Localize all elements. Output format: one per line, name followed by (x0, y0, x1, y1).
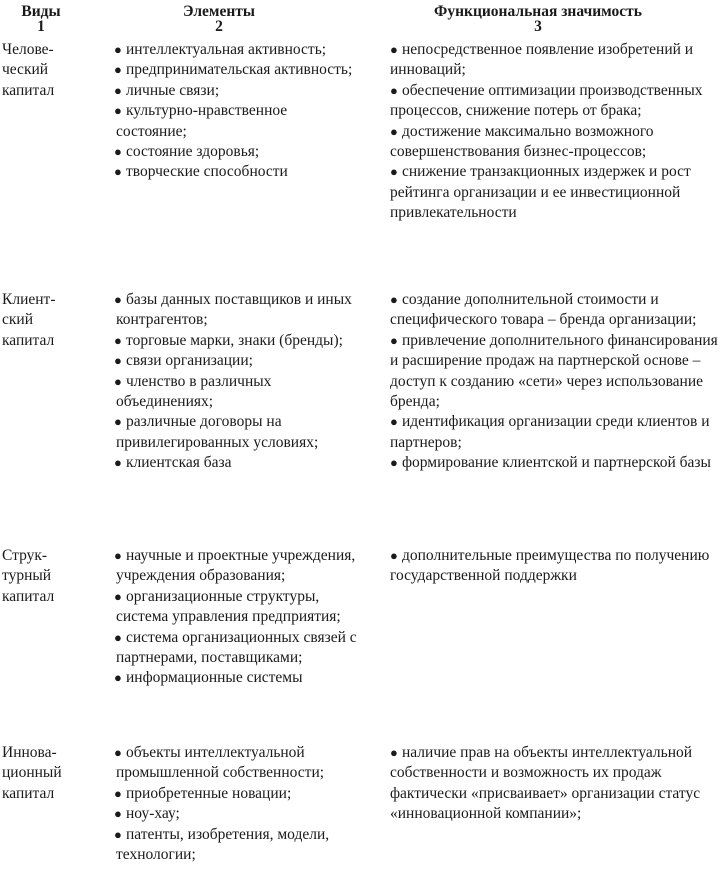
bullet-icon: ● (390, 455, 398, 471)
function-text: непосредственное появление изобретений и инноваций; (390, 41, 694, 79)
structural-capital-row (2, 546, 718, 743)
element-text: состояние здоровья; (126, 143, 260, 161)
element-item (116, 587, 358, 628)
function-item (390, 743, 718, 825)
header-types (2, 4, 80, 40)
capital-type-label-line: ционный (2, 764, 62, 782)
element-item (116, 290, 358, 331)
capital-type-cell (2, 743, 80, 883)
element-text: приобретенные новации; (126, 784, 292, 802)
element-text: личные связи; (126, 81, 220, 99)
elements-list (116, 290, 358, 474)
function-item (390, 81, 718, 122)
function-text: создание дополнительной стоимости и специфического товара – бренда организации; (390, 291, 697, 329)
bullet-icon: ● (114, 373, 122, 389)
element-text: интеллектуальная активность; (126, 41, 327, 58)
element-item (116, 331, 358, 351)
functions-list (390, 290, 718, 474)
capital-type-cell (2, 40, 80, 290)
function-item (390, 290, 718, 331)
element-item (116, 668, 358, 688)
element-text: научные и проектные учреждения, учреждения образования; (116, 547, 356, 585)
header-elements-title: Элементы (183, 3, 255, 20)
bullet-icon: ● (114, 144, 122, 160)
element-item (116, 372, 358, 413)
functions-list (390, 40, 718, 224)
function-item (390, 412, 718, 453)
element-text: культурно-нравственное состояние; (116, 102, 288, 140)
bullet-icon: ● (114, 332, 122, 348)
bullet-icon: ● (114, 745, 122, 760)
header-types-number: 1 (37, 18, 45, 35)
element-text: система организационных связей с партнерами, поставщиками; (116, 628, 357, 667)
element-item (116, 743, 358, 784)
bullet-icon: ● (114, 629, 122, 645)
innovation-capital-row (2, 743, 718, 883)
elements-list (116, 546, 358, 689)
function-text: идентификация организации среди клиентов и партнеров; (390, 413, 710, 451)
bullet-icon: ● (114, 353, 122, 369)
function-text: привлечение дополнительного финансирования и расширение продаж на партнерской основе – доступ к созданию «сети» через использование бренда; (390, 331, 718, 411)
bullet-icon: ● (114, 670, 122, 686)
element-text: базы данных поставщиков и иных контрагентов; (116, 291, 352, 329)
capital-type-label-line: капитал (2, 587, 55, 605)
functions-list (390, 546, 718, 587)
functions-cell (358, 546, 718, 743)
capital-type-cell (2, 290, 80, 546)
function-item (390, 162, 718, 223)
bullet-icon: ● (390, 414, 398, 430)
bullet-icon: ● (390, 548, 398, 563)
capital-type-label-line: Клиент- (2, 291, 56, 308)
functions-cell (358, 743, 718, 883)
elements-list (116, 743, 358, 865)
bullet-icon: ● (114, 82, 122, 98)
elements-cell (80, 40, 358, 290)
bullet-icon: ● (390, 332, 398, 348)
element-item (116, 546, 358, 587)
bullet-icon: ● (390, 42, 398, 57)
table-header-row (2, 4, 718, 40)
function-text: снижение транзакционных издержек и рост рейтинга организации и ее инвестиционной привлекательности (390, 163, 691, 222)
bullet-icon: ● (114, 548, 122, 563)
header-functions (358, 4, 718, 40)
capital-types-table (2, 4, 718, 883)
element-item (116, 60, 358, 80)
function-item (390, 453, 718, 473)
function-item (390, 40, 718, 81)
functions-cell (358, 290, 718, 546)
element-item (116, 784, 358, 804)
element-text: связи организации; (126, 352, 253, 370)
capital-type-label-line: капитал (2, 81, 55, 99)
bullet-icon: ● (390, 82, 398, 98)
capital-type-label-line: Иннова- (2, 744, 57, 761)
bullet-icon: ● (114, 785, 122, 801)
bullet-icon: ● (114, 414, 122, 430)
capital-type-label-line: ский (2, 311, 33, 329)
elements-cell (80, 743, 358, 883)
function-text: дополнительные преимущества по получению государственной поддержки (390, 547, 710, 585)
capital-type-label-line: ческий (2, 61, 49, 79)
element-text: информационные системы (126, 669, 303, 687)
function-text: формирование клиентской и партнерской базы (402, 454, 711, 472)
element-item (116, 453, 358, 473)
element-text: организационные структуры, система управления предприятия; (116, 587, 341, 626)
header-elements (80, 4, 358, 40)
functions-cell (358, 40, 718, 290)
element-item (116, 628, 358, 669)
capital-type-cell (2, 546, 80, 743)
element-item (116, 412, 358, 453)
client-capital-row (2, 290, 718, 546)
function-item (390, 122, 718, 163)
element-text: предпринимательская активность; (126, 61, 353, 79)
element-item (116, 101, 358, 142)
bullet-icon: ● (114, 164, 122, 180)
bullet-icon: ● (114, 42, 122, 57)
function-text: обеспечение оптимизации производственных процессов, снижение потерь от брака; (390, 81, 703, 120)
table-body (2, 40, 718, 883)
element-item (116, 351, 358, 371)
element-item (116, 81, 358, 101)
element-item (116, 142, 358, 162)
elements-list (116, 40, 358, 183)
element-text: ноу-хау; (126, 805, 180, 823)
elements-cell (80, 546, 358, 743)
element-text: членство в различных объединениях; (116, 372, 272, 411)
bullet-icon: ● (114, 806, 122, 822)
header-elements-number: 2 (215, 18, 223, 35)
bullet-icon: ● (390, 292, 398, 307)
bullet-icon: ● (114, 62, 122, 78)
functions-list (390, 743, 718, 825)
capital-type-label-line: Челове- (2, 41, 54, 58)
function-text: достижение максимально возможного совершенствования бизнес-процессов; (390, 122, 654, 161)
element-text: творческие способности (126, 163, 288, 181)
bullet-icon: ● (390, 745, 398, 760)
element-item (116, 40, 358, 60)
function-item (390, 331, 718, 413)
element-text: клиентская база (126, 454, 232, 472)
element-item (116, 162, 358, 182)
element-text: торговые марки, знаки (бренды); (126, 331, 343, 349)
element-item (116, 804, 358, 824)
element-item (116, 825, 358, 866)
capital-type-label-line: Струк- (2, 547, 48, 564)
bullet-icon: ● (390, 164, 398, 180)
bullet-icon: ● (390, 123, 398, 139)
human-capital-row (2, 40, 718, 290)
element-text: объекты интеллектуальной промышленной собственности; (116, 744, 325, 782)
bullet-icon: ● (114, 455, 122, 471)
element-text: различные договоры на привилегированных условиях; (116, 413, 319, 451)
capital-type-label-line: капитал (2, 784, 55, 802)
bullet-icon: ● (114, 103, 122, 119)
capital-type-label-line: капитал (2, 331, 55, 349)
function-item (390, 546, 718, 587)
bullet-icon: ● (114, 826, 122, 842)
capital-type-label-line: турный (2, 567, 52, 585)
elements-cell (80, 290, 358, 546)
bullet-icon: ● (114, 292, 122, 307)
header-types-title: Виды (21, 3, 61, 20)
header-functions-number: 3 (534, 18, 542, 35)
element-text: патенты, изобретения, модели, технологии; (116, 825, 330, 864)
function-text: наличие прав на объекты интеллектуальной собственности и возможность их продаж фактически «присваивает» организации статус «инновационной компании»; (390, 744, 701, 823)
bullet-icon: ● (114, 588, 122, 604)
header-functions-title: Функциональная значимость (434, 3, 642, 20)
